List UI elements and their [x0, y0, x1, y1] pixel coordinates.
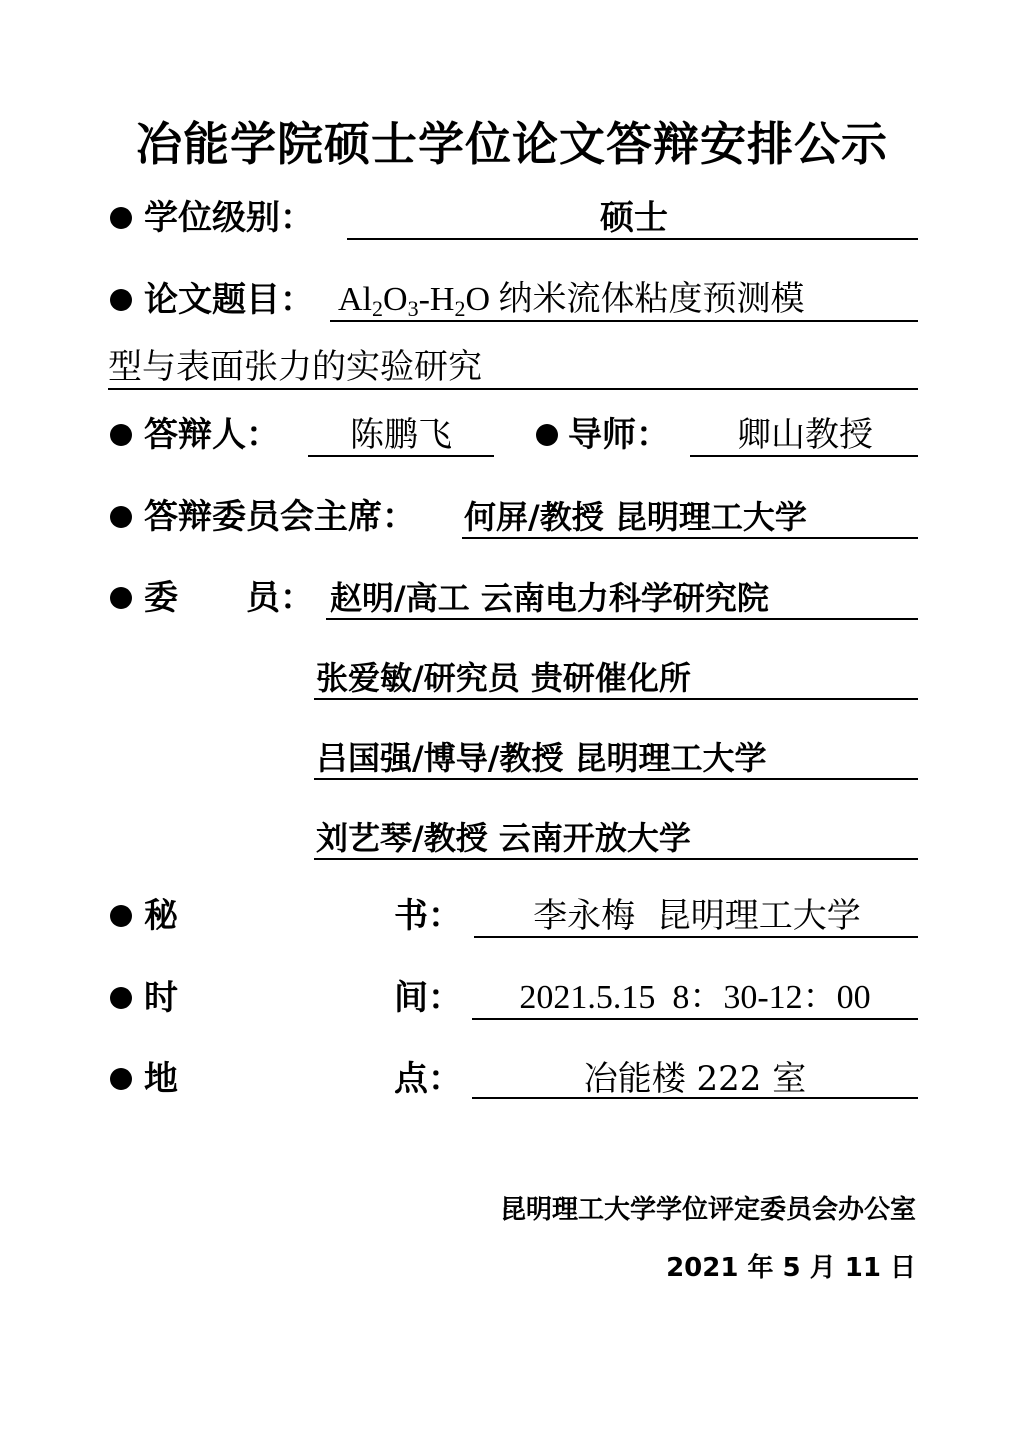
- chair-label: 答辩委员会主席：: [144, 497, 416, 537]
- time-value: 2021.5.15 8：30-12：00: [519, 979, 871, 1016]
- thesis-title-line2: 型与表面张力的实验研究: [108, 349, 482, 386]
- thesis-label: 论文题目：: [144, 280, 314, 320]
- defender-underline: [308, 455, 494, 457]
- chair-underline: [462, 537, 918, 539]
- place-label-b: 点：: [394, 1059, 462, 1099]
- degree-underline: [347, 238, 918, 240]
- advisor-value: 卿山教授: [737, 415, 873, 455]
- advisor-label: 导师：: [568, 415, 670, 455]
- issue-date: 2021 年 5 月 11 日: [666, 1253, 916, 1283]
- secretary-label-b: 书：: [394, 896, 462, 936]
- advisor-underline: [690, 455, 918, 457]
- members-label-b: 员：: [246, 578, 314, 618]
- bullet-icon: [110, 905, 132, 927]
- issuing-office: 昆明理工大学学位评定委员会办公室: [499, 1195, 916, 1225]
- member-underline-4: [314, 858, 918, 860]
- time-underline: [472, 1018, 918, 1020]
- degree-label: 学位级别：: [144, 198, 314, 238]
- place-value: 冶能楼 222 室: [583, 1059, 807, 1099]
- member-underline-1: [326, 618, 918, 620]
- secretary-value: 李永梅 昆明理工大学: [533, 896, 861, 936]
- thesis-title-line1: $Al_2O_3-H_2O$ 纳米流体粘度预测模: [338, 281, 805, 321]
- member-2: 张爱敏/研究员 贵研催化所: [316, 659, 691, 697]
- secretary-underline: [474, 936, 918, 938]
- bullet-icon: [110, 587, 132, 609]
- bullet-icon: [110, 289, 132, 311]
- bullet-icon: [110, 987, 132, 1009]
- time-label-a: 时: [144, 978, 178, 1018]
- member-4: 刘艺琴/教授 云南开放大学: [316, 819, 691, 857]
- defender-label: 答辩人：: [144, 415, 280, 455]
- time-label-b: 间：: [394, 978, 462, 1018]
- secretary-label-a: 秘: [144, 896, 178, 936]
- degree-value: 硕士: [600, 198, 668, 238]
- place-label-a: 地: [144, 1059, 178, 1099]
- bullet-icon: [110, 506, 132, 528]
- page-title: 冶能学院硕士学位论文答辩安排公示: [136, 117, 888, 171]
- thesis-underline-2: [108, 388, 918, 390]
- chair-value: 何屏/教授 昆明理工大学: [464, 498, 807, 536]
- member-3: 吕国强/博导/教授 昆明理工大学: [316, 739, 767, 777]
- member-underline-2: [314, 698, 918, 700]
- defender-value: 陈鹏飞: [350, 415, 452, 455]
- thesis-underline-1: [330, 320, 918, 322]
- place-underline: [472, 1097, 918, 1099]
- member-underline-3: [314, 778, 918, 780]
- bullet-icon: [110, 207, 132, 229]
- bullet-icon: [110, 1068, 132, 1090]
- members-label-a: 委: [144, 578, 178, 618]
- bullet-icon: [110, 424, 132, 446]
- bullet-icon: [536, 424, 558, 446]
- member-1: 赵明/高工 云南电力科学研究院: [330, 579, 769, 617]
